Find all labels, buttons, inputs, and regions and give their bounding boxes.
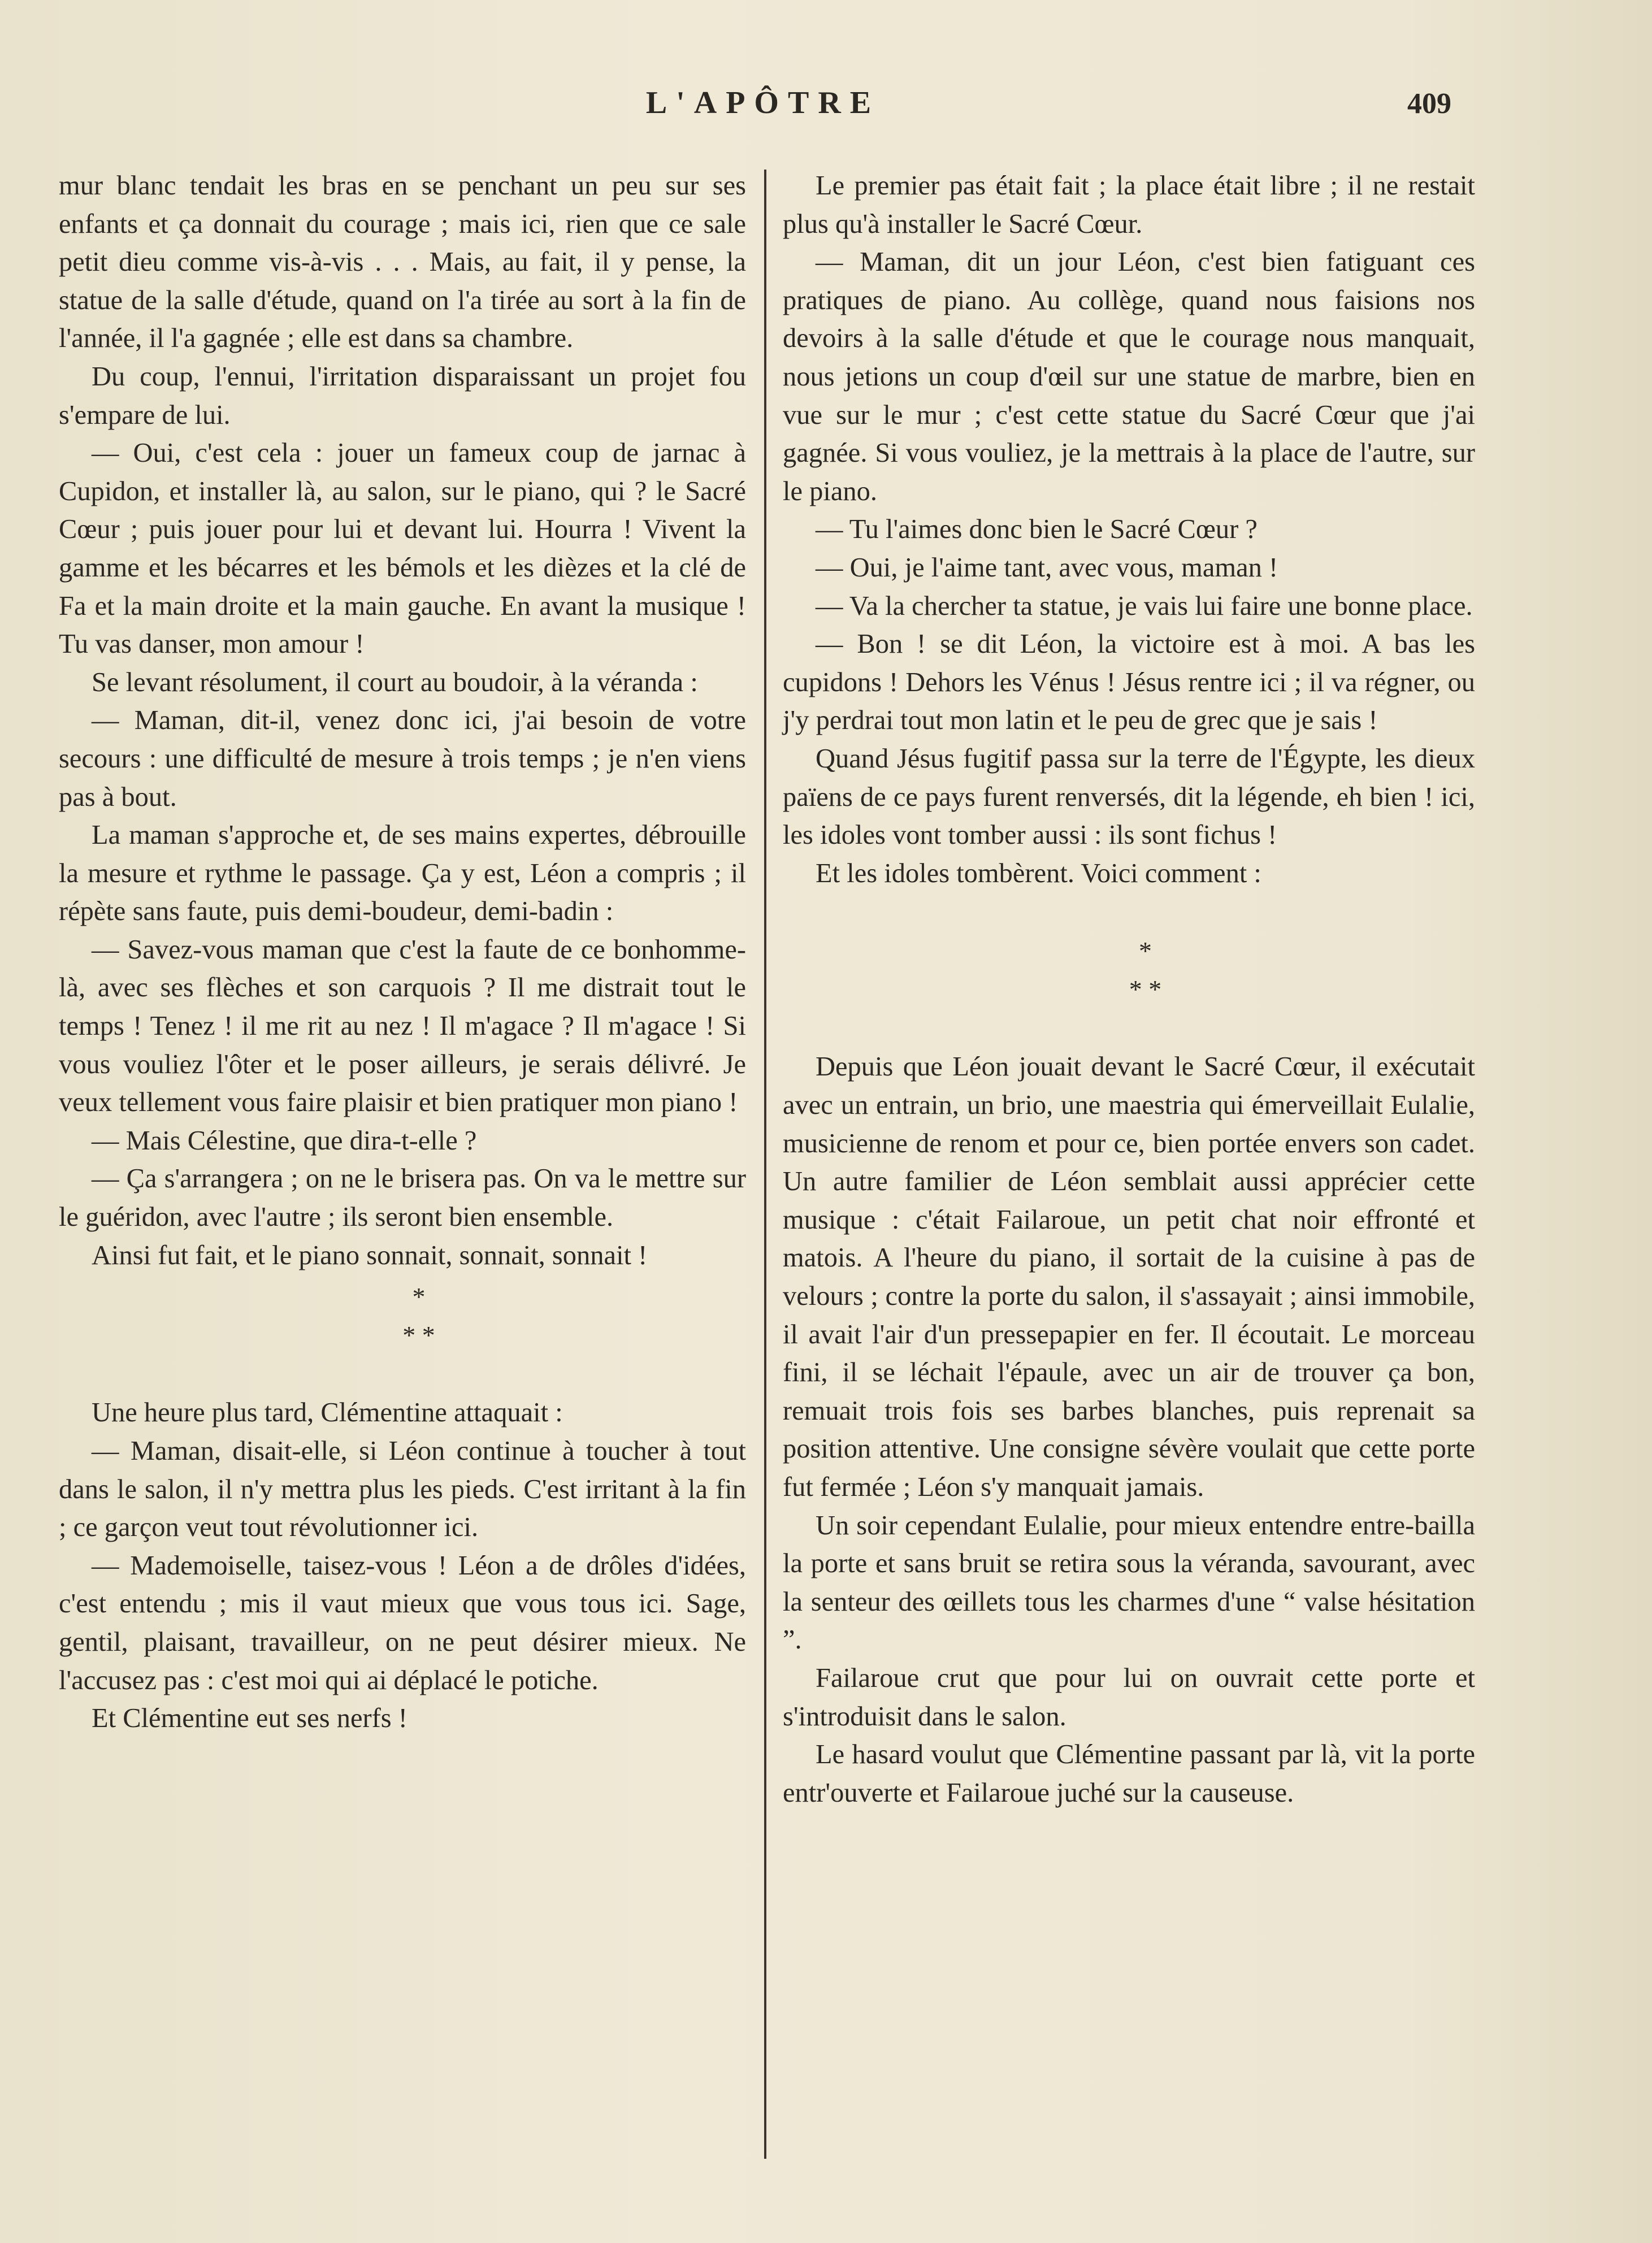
paragraph: — Bon ! se dit Léon, la victoire est à moi. A bas les cupidons ! Dehors les Vénus ! Jésus rentre ici ; il va régner, ou j'y perdrai tout mon latin et le peu de grec que je sais ! <box>783 629 1475 736</box>
paragraph: Un soir cependant Eulalie, pour mieux entendre entre-bailla la porte et sans bruit se retira sous la véranda, savourant, avec la senteur des œillets tous les charmes d'une “ valse hésitation ”. <box>783 1510 1475 1655</box>
paragraph: Le hasard voulut que Clémentine passant par là, vit la porte entr'ouverte et Failaroue juché sur la causeuse. <box>783 1739 1475 1808</box>
paragraph: Failaroue crut que pour lui on ouvrait cette porte et s'introduisit dans le salon. <box>783 1663 1475 1732</box>
page-header <box>0 85 1652 136</box>
section-break-asterism-bottom: * * <box>402 1320 435 1350</box>
paragraph: — Oui, c'est cela : jouer un fameux coup de jarnac à Cupidon, et installer là, au salon, sur le piano, qui ? le Sacré Cœur ; puis jouer pour lui et devant lui. Hourra ! Vivent la gamme et les bécarres et les bémols et les dièzes et la clé de Fa et la main droite et la main gauche. En avant la musique ! Tu vas danser, mon amour ! <box>59 438 746 660</box>
left-column <box>59 167 746 1738</box>
paragraph: — Maman, dit-il, venez donc ici, j'ai besoin de votre secours : une difficulté de mesure à trois temps ; je n'en viens pas à bout. <box>59 705 746 812</box>
section-break-asterism-bottom: * * <box>1129 974 1162 1004</box>
paragraph: — Maman, dit un jour Léon, c'est bien fatiguant ces pratiques de piano. Au collège, quand nous faisions nos devoirs à la salle d'étude et que le courage nous manquait, nous jetions un coup d'œil sur une statue de marbre, bien en vue sur le mur ; c'est cette statue du Sacré Cœur que j'ai gagnée. Si vous vouliez, je la mettrais à la place de l'autre, sur le piano. <box>783 247 1475 506</box>
page-number: 409 <box>1407 88 1451 120</box>
section-break-asterism-top: * <box>1139 936 1152 966</box>
paragraph: Quand Jésus fugitif passa sur la terre de l'Égypte, les dieux païens de ce pays furent renversés, dit la légende, eh bien ! ici, les idoles vont tomber aussi : ils sont fichus ! <box>783 743 1475 851</box>
paragraph: — Mademoiselle, taisez-vous ! Léon a de drôles d'idées, c'est entendu ; mis il vaut mieux que vous tous ici. Sage, gentil, plaisant, travailleur, on ne peut désirer mieux. Ne l'accusez pas : c'est moi qui ai déplacé le potiche. <box>59 1550 746 1695</box>
paragraph: Depuis que Léon jouait devant le Sacré Cœur, il exécutait avec un entrain, un brio, une maestria qui émerveillait Eulalie, musicienne de renom et pour ce, bien portée envers son cadet. Un autre familier de Léon semblait aussi apprécier cette musique : c'était Failaroue, un petit chat noir effronté et matois. A l'heure du piano, il sortait de la cuisine à pas de velours ; contre la porte du salon, il s'assayait ; ainsi immobile, il avait l'air d'un pressepapier en fer. Il écoutait. Le morceau fini, il se léchait l'épaule, avec un air de trouver ça bon, remuait trois fois ses barbes blanches, puis reprenait sa position attentive. Une consigne sévère voulait que cette porte fut fermée ; Léon s'y manquait jamais. <box>783 1052 1475 1502</box>
paragraph: — Maman, disait-elle, si Léon continue à toucher à tout dans le salon, il n'y mettra plus les pieds. C'est irritant à la fin ; ce garçon veut tout révolutionner ici. <box>59 1436 746 1543</box>
paragraph: Se levant résolument, il court au boudoir, à la véranda : <box>92 667 698 697</box>
paragraph: — Savez-vous maman que c'est la faute de ce bonhomme-là, avec ses flèches et son carquois ? Il me distrait tout le temps ! Tenez ! il me rit au nez ! Il m'agace ? Il m'agace ! Si vous vouliez l'ôter et le poser ailleurs, je serais délivré. Je veux tellement vous faire plaisir et bien pratiquer mon piano ! <box>59 934 746 1118</box>
paragraph: Le premier pas était fait ; la place était libre ; il ne restait plus qu'à installer le Sacré Cœur. <box>783 171 1475 239</box>
section-break-asterism-top: * <box>412 1282 426 1312</box>
paragraph: — Ça s'arrangera ; on ne le brisera pas. On va le mettre sur le guéridon, avec l'autre ; ils seront bien ensemble. <box>59 1164 746 1233</box>
paragraph: Et les idoles tombèrent. Voici comment : <box>816 858 1261 888</box>
paragraph: Et Clémentine eut ses nerfs ! <box>92 1703 407 1734</box>
paragraph: La maman s'approche et, de ses mains expertes, débrouille la mesure et rythme le passage. Ça y est, Léon a compris ; il répète sans faute, puis demi-boudeur, demi-badin : <box>59 820 746 927</box>
paragraph: Ainsi fut fait, et le piano sonnait, sonnait, sonnait ! <box>92 1240 648 1270</box>
paragraph: Une heure plus tard, Clémentine attaquait : <box>92 1398 563 1428</box>
right-column <box>783 167 1475 1812</box>
column-divider <box>764 170 766 2159</box>
paragraph: — Mais Célestine, que dira-t-elle ? <box>92 1125 477 1156</box>
paragraph: — Va la chercher ta statue, je vais lui faire une bonne place. <box>816 591 1473 621</box>
paragraph: — Tu l'aimes donc bien le Sacré Cœur ? <box>816 514 1258 545</box>
paragraph: — Oui, je l'aime tant, avec vous, maman ! <box>816 552 1278 583</box>
paragraph: Du coup, l'ennui, l'irritation disparaissant un projet fou s'empare de lui. <box>59 361 746 430</box>
paragraph: mur blanc tendait les bras en se penchant un peu sur ses enfants et ça donnait du courage ; mais ici, rien que ce sale petit dieu comme vis-à-vis . . . Mais, au fait, il y pense, la statue de la salle d'étude, quand on l'a tirée au sort à la fin de l'année, il l'a gagnée ; elle est dans sa chambre. <box>59 171 746 354</box>
running-title: L'APÔTRE <box>645 85 881 120</box>
